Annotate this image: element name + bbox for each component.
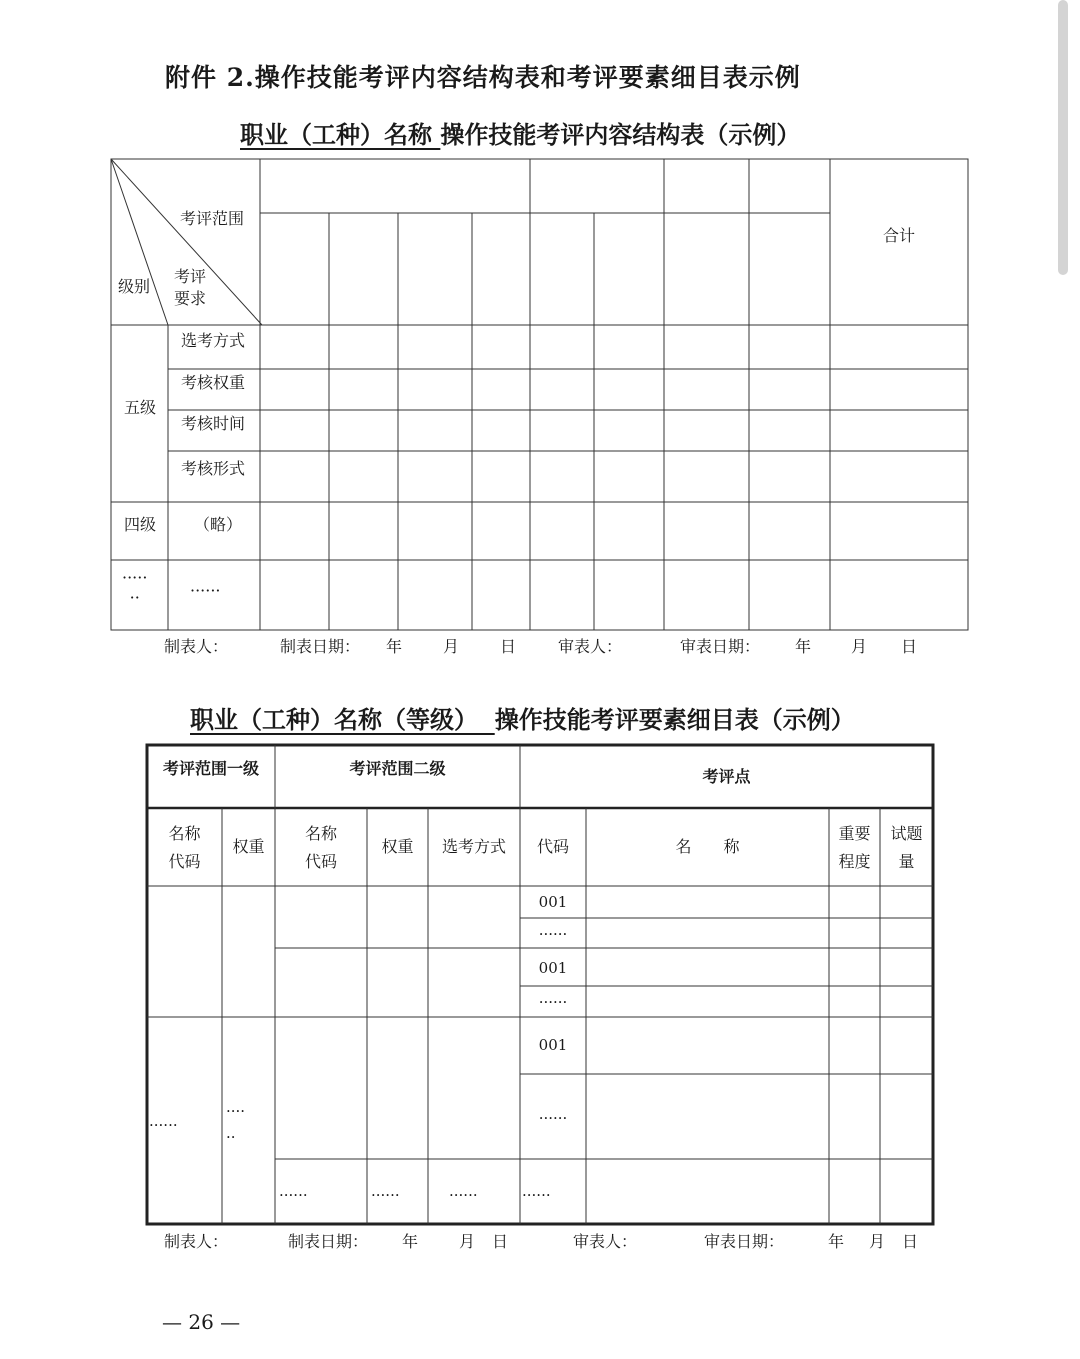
attachment-heading: 附件 2.操作技能考评内容结构表和考评要素细目表示例 (165, 63, 801, 92)
footer2-year: 年 (402, 1232, 419, 1251)
table1-row-form: 考核形式 (181, 459, 246, 478)
table2-code-row1: 001 (538, 893, 568, 911)
table1-diag-requirement: 考评 要求 (174, 267, 207, 308)
footer2-day2: 日 (902, 1232, 919, 1251)
table2-sub-quantity: 试题 量 (890, 824, 923, 871)
table2-sub-code: 代码 (536, 837, 569, 856)
table1-more-level: ····· ·· (122, 568, 148, 607)
footer2-make-date: 制表日期： (288, 1232, 369, 1251)
table2-dots-row2: ······ (538, 925, 568, 943)
footer2-year2: 年 (828, 1232, 845, 1251)
footer1-month: 月 (443, 637, 460, 656)
table1-more-desc: ······ (190, 581, 221, 600)
table1-title-occupation: 职业（工种）名称 (240, 120, 432, 149)
footer1-day: 日 (500, 637, 517, 656)
footer1-day2: 日 (901, 637, 918, 656)
table2-title (190, 700, 855, 735)
table1-diag-level: 级别 (118, 277, 151, 296)
table1-row-time: 考核时间 (181, 414, 246, 433)
table1-total: 合计 (883, 226, 916, 245)
table2-dots-weight1: ···· ·· (226, 1102, 246, 1146)
table2-code-row5: 001 (538, 1036, 568, 1054)
table1-diag-scope: 考评范围 (180, 209, 245, 228)
footer1-year: 年 (386, 637, 403, 656)
footer1-year2: 年 (795, 637, 812, 656)
table2-sub-name-code1: 名称 代码 (168, 824, 201, 871)
table2-dots-scope1: ······ (149, 1116, 178, 1134)
table2-dots-code-last: ······ (522, 1186, 551, 1204)
table2-sub-name: 名 称 (675, 837, 740, 856)
table2-dots-name-code2: ······ (279, 1186, 308, 1204)
table2-sub-weight1: 权重 (232, 837, 265, 856)
page-number: — 26 — (162, 1310, 241, 1334)
table1-row-weight: 考核权重 (181, 373, 246, 392)
footer2-month2: 月 (869, 1232, 886, 1251)
table1-level4: 四级 (124, 515, 157, 534)
table2-sub-weight2: 权重 (381, 837, 414, 856)
table2-dots-row6: ······ (538, 1109, 568, 1127)
table1-level4-desc: （略） (194, 515, 243, 534)
footer2-month: 月 (459, 1232, 476, 1251)
footer1-review-date: 审表日期： (680, 637, 761, 656)
table1-title-rest: 操作技能考评内容结构表（示例） (440, 120, 801, 149)
table2-header-point: 考评点 (702, 767, 751, 786)
table2-sub-name-code2: 名称 代码 (304, 824, 337, 871)
table2-header-scope2: 考评范围二级 (349, 759, 446, 778)
footer2-maker: 制表人： (164, 1232, 229, 1251)
table2-code-row3: 001 (538, 959, 568, 977)
footer2-day: 日 (492, 1232, 509, 1251)
footer1-make-date: 制表日期： (280, 637, 361, 656)
footer2-review-date: 审表日期： (704, 1232, 785, 1251)
table2-sub-importance: 重要 程度 (838, 824, 871, 871)
table2-header-scope1: 考评范围一级 (162, 759, 259, 778)
table1-row-mode: 选考方式 (181, 331, 246, 350)
table2-dots-weight2: ······ (371, 1186, 400, 1204)
table2-sub-mode: 选考方式 (441, 837, 506, 856)
table2-title-rest: 操作技能考评要素细目表（示例） (494, 705, 855, 734)
footer1-reviewer: 审表人： (558, 637, 623, 656)
table2-title-occupation: 职业（工种）名称（等级） (190, 705, 478, 734)
table1-level5: 五级 (124, 398, 157, 417)
footer1-maker: 制表人： (164, 637, 229, 656)
footer1-month2: 月 (851, 637, 868, 656)
table2-dots-row4: ······ (538, 993, 568, 1011)
table2-dots-mode: ······ (449, 1186, 478, 1204)
footer2-reviewer: 审表人： (573, 1232, 638, 1251)
